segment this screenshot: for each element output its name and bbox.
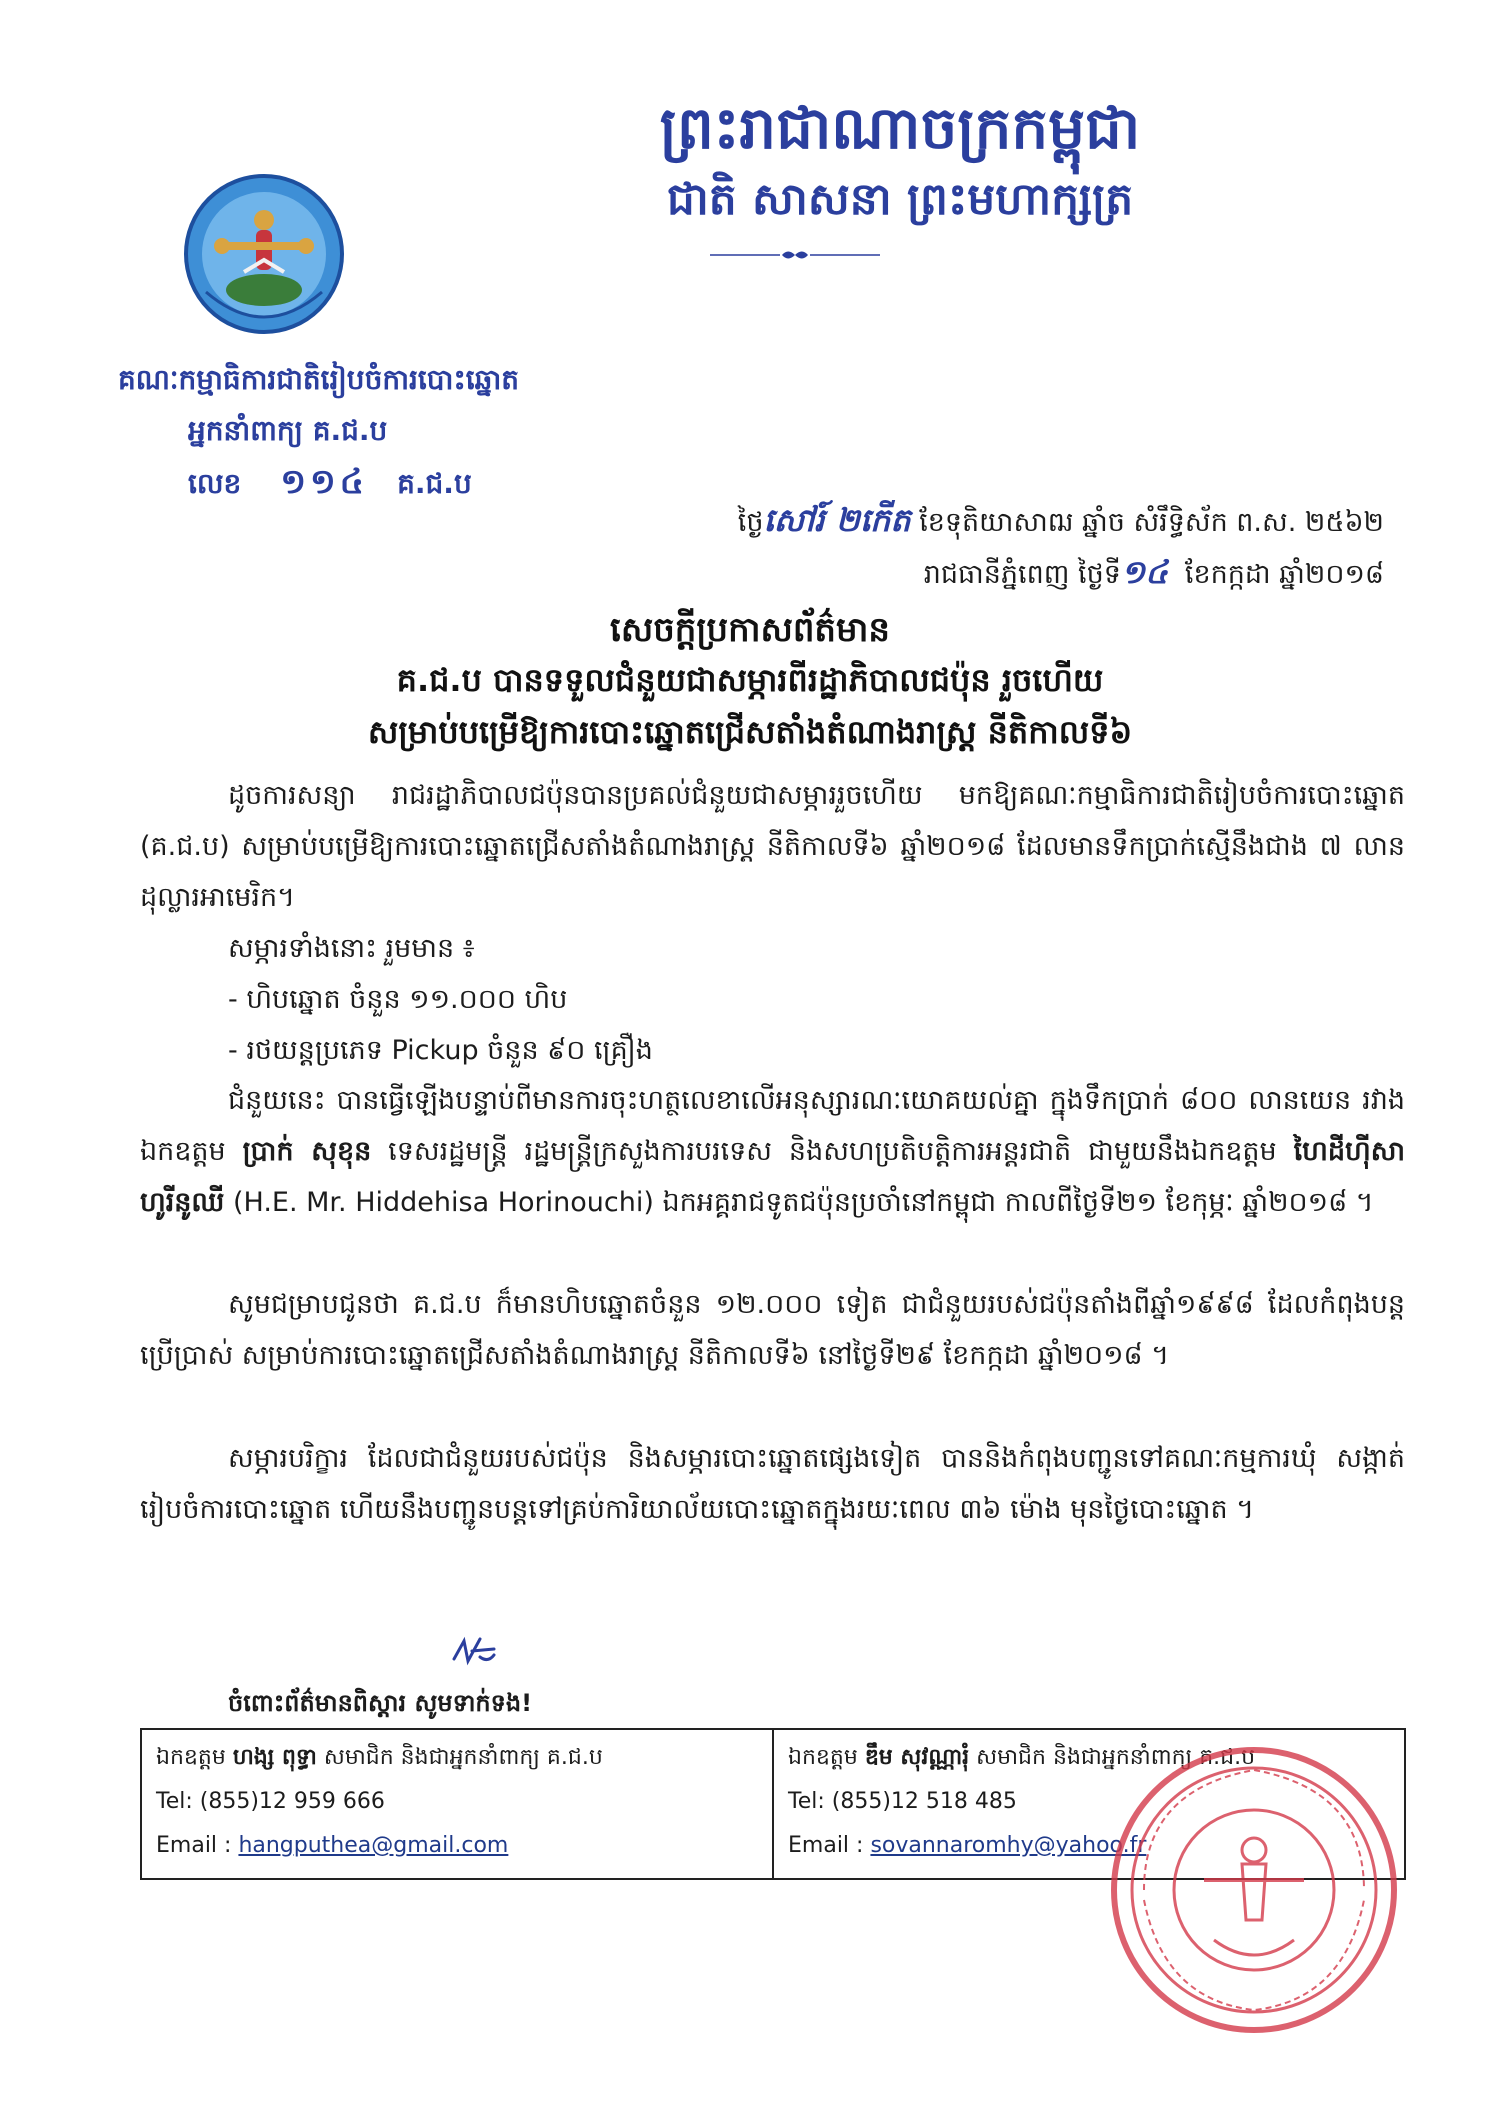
contact-left-email-link[interactable]: hangputhea@gmail.com xyxy=(238,1833,509,1858)
number-label: លេខ xyxy=(188,467,242,500)
paragraph-4 xyxy=(140,1433,1405,1535)
paragraph-2-part-c: (H.E. Mr. Hiddehisa Horinouchi) ឯកអគ្គរាជទូតជប៉ុនប្រចាំនៅកម្ពុជា កាលពីថ្ងៃទី២១ ខែកុម្ភៈ ឆ្នាំ២០១៨ ។ xyxy=(224,1187,1374,1218)
contact-left-prefix: ឯកឧត្តម xyxy=(156,1745,233,1770)
paragraph-1-text: ដូចការសន្យា រាជរដ្ឋាភិបាលជប៉ុនបានប្រគល់ជំនួយជាសម្ភាររួចហើយ មកឱ្យគណៈកម្មាធិការជាតិរៀបចំការបោះឆ្នោត (គ.ជ.ប) សម្រាប់បម្រើឱ្យការបោះឆ្នោតជ្រើសតាំងតំណាងរាស្ត្រ នីតិកាលទី៦ ឆ្នាំ២០១៨ ដែលមានទឹកប្រាក់ស្មើនឹងជាង ៧ លាន ដុល្លារអាមេរិក។ xyxy=(140,780,1405,913)
official-stamp xyxy=(1104,1740,1404,2040)
lunar-date-rest: ខែទុតិយាសាឍ ឆ្នាំច សំរឹទ្ធិស័ក ព.ស. ២៥៦២ xyxy=(919,507,1384,538)
contact-left-tel: Tel: (855)12 959 666 xyxy=(156,1789,385,1814)
kingdom-motto: ជាតិ សាសនា ព្រះមហាក្សត្រ xyxy=(666,174,1134,225)
contact-heading: ចំពោះព័ត៌មានពិស្តារ សូមទាក់ទង! xyxy=(228,1689,533,1717)
list-intro: សម្ភារទាំងនោះ រួមមាន ៖ xyxy=(228,933,475,964)
solar-date-prefix: រាជធានីភ្នំពេញ ថ្ងៃទី xyxy=(923,559,1121,590)
headline-line-3: សម្រាប់បម្រើឱ្យការបោះឆ្នោតជ្រើសតាំងតំណាងរាស្ត្រ នីតិកាលទី៦ xyxy=(367,713,1133,751)
headline-line-2: គ.ជ.ប បានទទួលជំនួយជាសម្ភារពីរដ្ឋាភិបាលជប៉ុន រួចហើយ xyxy=(396,661,1104,699)
paragraph-3 xyxy=(140,1279,1405,1381)
paragraph-2-part-a: ជំនួយនេះ បានធ្វើឡើងបន្ទាប់ពីមានការចុះហត្ថលេខាលើអនុស្សារណៈយោគយល់គ្នា ក្នុងទឹកប្រាក់ ៨០០ លានយេន រវាងឯកឧត្តម xyxy=(140,1085,1405,1167)
contact-left-name: ហង្ស ពុទ្ធា xyxy=(232,1745,317,1770)
contact-left-role: សមាជិក និងជាអ្នកនាំពាក្យ គ.ជ.ប xyxy=(316,1745,603,1770)
number-suffix: គ.ជ.ប xyxy=(397,467,472,500)
contact-left-name-line xyxy=(156,1736,758,1780)
reference-number xyxy=(188,460,472,510)
paragraph-4-text: សម្ភារបរិក្ខារ ដែលជាជំនួយរបស់ជប៉ុន និងសម្ភារបោះឆ្នោតផ្សេងទៀត បាននិងកំពុងបញ្ជូនទៅគណៈកម្មការឃុំ សង្កាត់រៀបចំការបោះឆ្នោត ហើយនឹងបញ្ជូនបន្តទៅគ្រប់ការិយាល័យបោះឆ្នោតក្នុងរយៈពេល ៣៦ ម៉ោង មុនថ្ងៃបោះឆ្នោត ។ xyxy=(140,1443,1405,1525)
paragraph-2-part-b: ទេសរដ្ឋមន្ត្រី រដ្ឋមន្ត្រីក្រសួងការបរទេស និងសហប្រតិបត្តិការអន្តរជាតិ ជាមួយនឹងឯកឧត្តម xyxy=(371,1136,1294,1167)
contact-right-email-link[interactable]: sovannaromhy@yahoo.fr xyxy=(870,1833,1147,1858)
office-name: អ្នកនាំពាក្យ គ.ជ.ប xyxy=(188,414,388,447)
number-value: ១១៤ xyxy=(280,462,368,502)
ornament-divider xyxy=(710,248,880,262)
lunar-date-prefix: ថ្ងៃ xyxy=(737,507,764,538)
solar-date-handwritten: ១៤ xyxy=(1120,553,1168,591)
document-title: សេចក្តីប្រកាសព័ត៌មាន xyxy=(610,610,890,650)
paragraph-3-text: សូមជម្រាបជូនថា គ.ជ.ប ក៏មានហិបឆ្នោតចំនួន ១២.០០០ ទៀត ជាជំនួយរបស់ជប៉ុនតាំងពីឆ្នាំ១៩៩៨ ដែលកំពុងបន្តប្រើប្រាស់ សម្រាប់ការបោះឆ្នោតជ្រើសតាំងតំណាងរាស្ត្រ នីតិកាលទី៦ នៅថ្ងៃទី២៩ ខែកក្កដា ឆ្នាំ២០១៨ ។ xyxy=(140,1289,1405,1371)
contact-left-email-label: Email : xyxy=(156,1833,239,1858)
list-item-ballot-boxes: - ហិបឆ្នោត ចំនួន ១១.០០០ ហិប xyxy=(228,984,568,1015)
contact-right-prefix: ឯកឧត្តម xyxy=(788,1745,865,1770)
person-name-horinouchi: ហៃដីហ៊ីសា ហូរីនូឈី xyxy=(140,1136,1405,1218)
agency-name: គណៈកម្មាធិការជាតិរៀបចំការបោះឆ្នោត xyxy=(118,363,520,396)
contact-right-name: ឌឹម សុវណ្ណារុំ xyxy=(864,1745,970,1770)
contact-right-role: សមាជិក និងជាអ្នកនាំពាក្យ គ.ជ.ប xyxy=(969,1745,1256,1770)
nec-seal-logo xyxy=(182,172,346,336)
paragraph-2-text xyxy=(140,1075,1405,1228)
person-name-prak-sokhonn: ប្រាក់ សុខុន xyxy=(242,1136,372,1167)
kingdom-title: ព្រះរាជាណាចក្រកម្ពុជា xyxy=(659,94,1141,162)
contact-left xyxy=(142,1730,772,1878)
paragraph-2 xyxy=(140,1075,1405,1228)
contact-left-email-line xyxy=(156,1824,758,1868)
list-item-pickup-trucks: - រថយន្តប្រភេទ Pickup ចំនួន ៩០ គ្រឿង xyxy=(228,1035,653,1066)
paragraph-1 xyxy=(140,770,1405,923)
lunar-date xyxy=(738,500,1384,547)
lunar-date-handwritten: សៅរ៍ ២កើត xyxy=(763,501,911,539)
contact-right-tel: Tel: (855)12 518 485 xyxy=(788,1789,1017,1814)
contact-right-email-label: Email : xyxy=(788,1833,871,1858)
solar-date xyxy=(924,552,1384,599)
handwritten-initial xyxy=(450,1633,498,1669)
solar-date-rest: ខែកក្កដា ឆ្នាំ២០១៨ xyxy=(1184,559,1384,590)
